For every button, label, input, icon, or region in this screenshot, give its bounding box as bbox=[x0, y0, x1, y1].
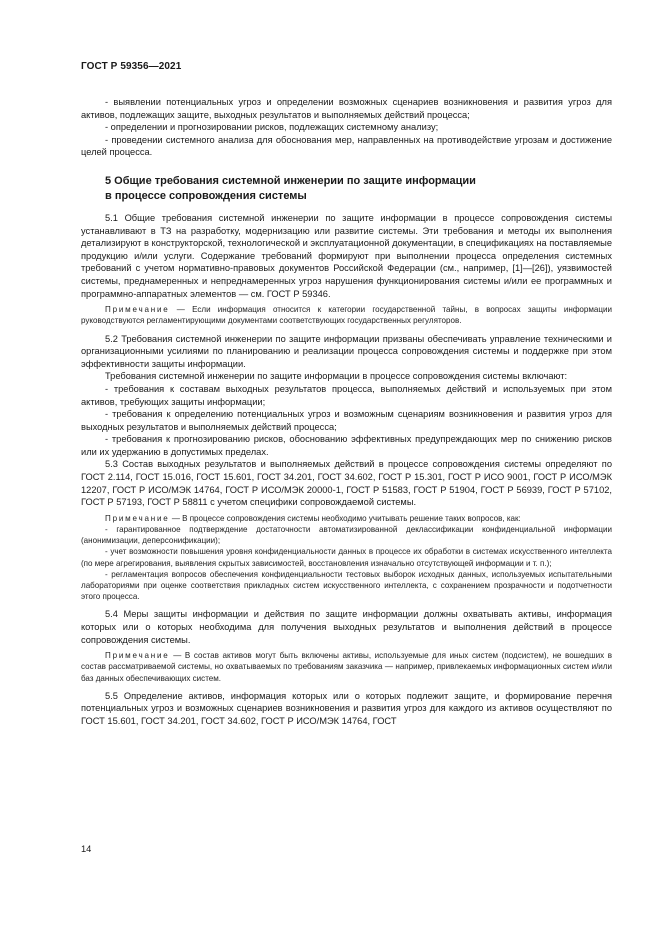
note-item: - регламентация вопросов обеспечения конфиденциальности тестовых выборок исходных данных, используемых испытательными лабораториями при оценке соответствия прикладных систем искусственного интеллекта, с сохранением прозрачности и подотчетности этого процесса. bbox=[81, 569, 612, 602]
note-item: - учет возможности повышения уровня конфиденциальности данных в процессе их обработки в системах искусственного интеллекта (по мере агрегирования, выявления скрытых зависимостей, восстановления изначально отсутствующей информации и т. п.); bbox=[81, 547, 612, 568]
intro-item: - выявлении потенциальных угроз и определении возможных сценариев возникновения и развития угроз для активов, подлежащих защите, выходных результатов и выполняемых действий процесса; bbox=[81, 97, 612, 120]
paragraph-5-3: 5.3 Состав выходных результатов и выполняемых действий в процессе сопровождения системы определяют по ГОСТ 2.114, ГОСТ 15.016, ГОСТ 15.601, ГОСТ 34.201, ГОСТ 34.602, ГОСТ Р 15.301, ГОСТ Р ИСО 9001, ГОСТ Р ИСО/МЭК 12207, ГОСТ Р ИСО/МЭК 14764, ГОСТ Р ИСО/МЭК 20000-1, ГОСТ Р 51583, ГОСТ Р 51904, ГОСТ Р 56939, ГОСТ Р 57102, ГОСТ Р 57193, ГОСТ Р 58811 с учетом специфики сопровождаемой системы. bbox=[81, 459, 612, 508]
note-item: - гарантированное подтверждение достаточности автоматизированной деклассификации конфиденциальной информации (анонимизации, деперсонификации); bbox=[81, 525, 612, 546]
note-3 bbox=[81, 650, 612, 684]
paragraph-5-2-lead: Требования системной инженерии по защите информации в процессе сопровождения системы включают: bbox=[105, 371, 568, 382]
section-title bbox=[81, 174, 612, 204]
section-title-line1: 5 Общие требования системной инженерии по защите информации bbox=[105, 174, 476, 187]
note-text: — Если информация относится к категории государственной тайны, в вопросах защиты информации руководствуются регламентирующими документами соответствующих государственных регуляторов. bbox=[81, 305, 612, 326]
page-content bbox=[81, 96, 612, 728]
intro-item: - проведении системного анализа для обоснования мер, направленных на противодействие угрозам и достижение целей процесса. bbox=[81, 134, 612, 158]
document-header: ГОСТ Р 59356—2021 bbox=[81, 61, 182, 72]
note-1 bbox=[81, 304, 612, 326]
paragraph-5-2: 5.2 Требования системной инженерии по защите информации призваны обеспечивать управление техническими и организационными усилиями по планированию и реализации процесса сопровождения системы и поддержке при этом эффективности защиты информации. bbox=[81, 333, 612, 369]
list-item: - требования к составам выходных результатов процесса, выполняемых действий и используемых при этом активов, требующих защиты информации; bbox=[81, 383, 612, 407]
note-label: Примечание bbox=[105, 513, 170, 523]
list-item: - требования к прогнозированию рисков, обоснованию эффективных предупреждающих мер по снижению рисков или их удержанию в допустимых пределах. bbox=[81, 434, 612, 457]
paragraph-5-4: 5.4 Меры защиты информации и действия по защите информации должны охватывать активы, информация которых или о которых необходима для получения выходных результатов и выполнения действий в процессе сопровождения системы. bbox=[81, 609, 612, 645]
paragraph-5-1: 5.1 Общие требования системной инженерии по защите информации в процессе сопровождения системы устанавливают в ТЗ на разработку, модернизацию или развитие системы. Эти требования и методы их выполнения детализируют в конструкторской, технологической и эксплуатационной документации, в спецификациях на поставляемые продукцию и/или услуги. Содержание требований формируют при выполнении процесса определения системных требований с учетом нормативно-правовых документов Российской Федерации (см., например, [1]—[26]), уязвимостей системы, преднамеренных и непреднамеренных угроз нарушения функционирования системы и/или ее программных и программно-аппаратных элементов — см. ГОСТ Р 59346. bbox=[81, 212, 612, 299]
note-2 bbox=[81, 513, 612, 524]
note-text: — В процессе сопровождения системы необходимо учитывать решение таких вопросов, как: bbox=[169, 513, 521, 523]
note-label: Примечание bbox=[105, 305, 170, 315]
note-text: — В состав активов могут быть включены активы, используемые для иных систем (подсистем), не вошедших в состав рассматриваемой системы, но охватываемых по требованиям заказчика — например, привлекаемых информационных систем и/или баз данных обеспечивающих систем. bbox=[81, 651, 612, 683]
note-label: Примечание bbox=[105, 651, 170, 661]
section-title-line2: в процессе сопровождения системы bbox=[105, 189, 307, 202]
intro-item: - определении и прогнозировании рисков, подлежащих системному анализу; bbox=[105, 122, 439, 133]
list-item: - требования к определению потенциальных угроз и возможным сценариям возникновения и развития угроз для выходных результатов и выполняемых действий процесса; bbox=[81, 409, 612, 432]
paragraph-5-5: 5.5 Определение активов, информация которых или о которых подлежит защите, и формирование перечня потенциальных угроз и возможных сценариев возникновения и развития угроз для каждого из активов осуществляют по ГОСТ 15.601, ГОСТ 34.201, ГОСТ 34.602, ГОСТ Р ИСО/МЭК 14764, ГОСТ bbox=[81, 690, 612, 727]
page-number: 14 bbox=[81, 844, 92, 854]
